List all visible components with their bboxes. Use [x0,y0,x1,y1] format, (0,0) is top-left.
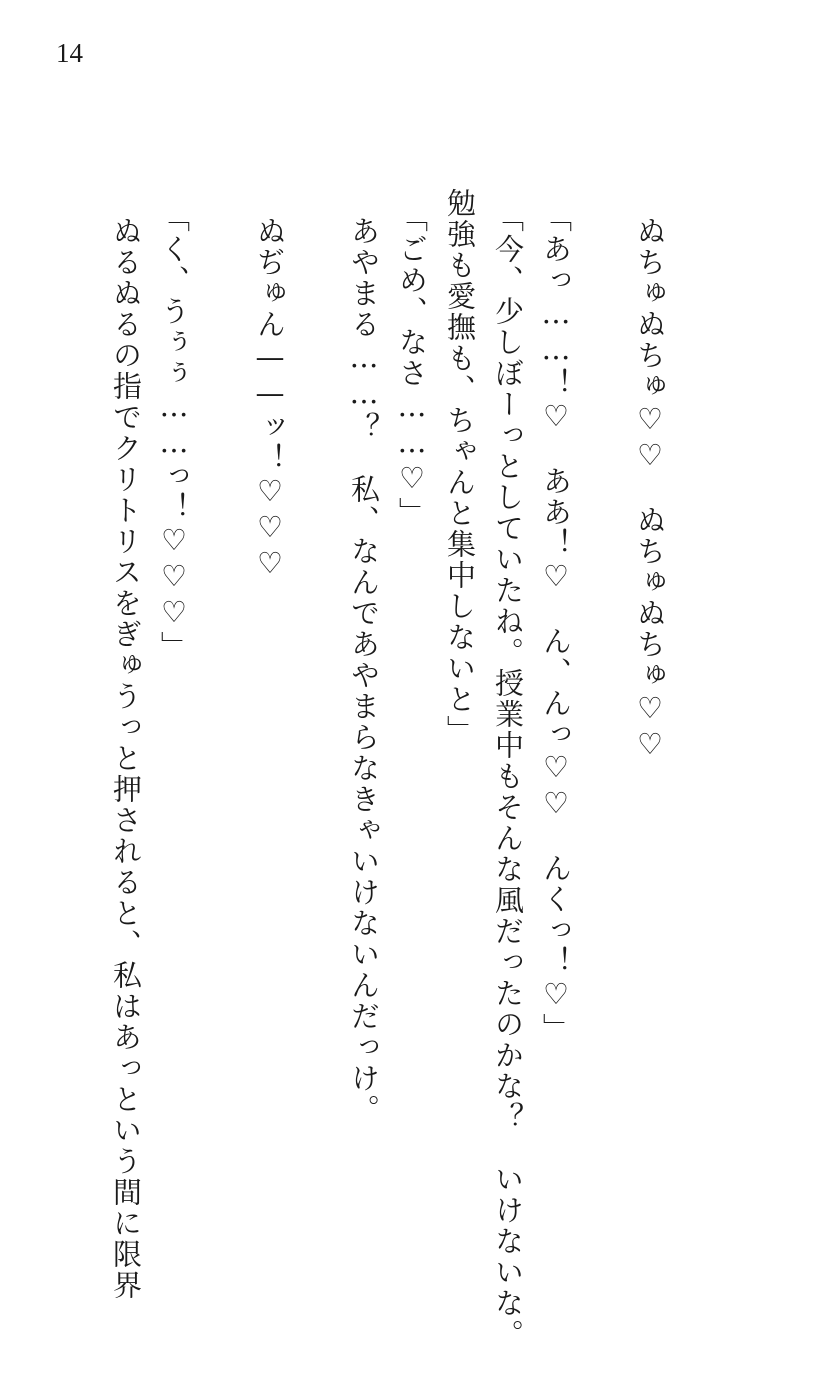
text-column-4: 勉強も愛撫も、ちゃんと集中しないと」 [443,188,477,746]
text-column-1: ぬちゅぬちゅ♡♡ ぬちゅぬちゅ♡♡ [633,216,667,763]
text-column-9: ぬるぬるの指でクリトリスをぎゅうっと押されると、私はあっという間に限界 [109,216,143,1301]
text-column-5: 「ごめ、なさ……♡」 [395,203,429,528]
page-number: 14 [56,38,83,68]
text-column-6: あやまる……？ 私、なんであやまらなきゃいけないんだっけ。 [347,216,381,1125]
text-column-2: 「あっ……！♡ ああ！♡ ん、んっ♡♡ んくっ！♡」 [539,203,573,1044]
text-column-8: 「く、うぅぅ……っ！♡♡♡」 [157,203,191,662]
text-column-3: 「今、少しぼーっとしていたね。授業中もそんな風だったのかな？ いけないな。 [491,203,525,1350]
text-column-7: ぬぢゅん——ッ！♡♡♡ [253,216,287,582]
